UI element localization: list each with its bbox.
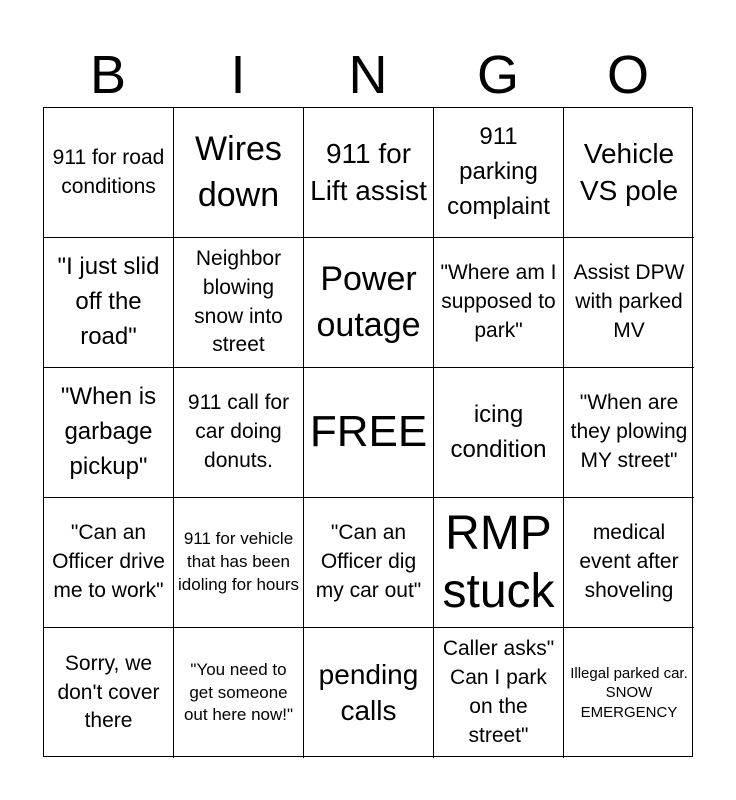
bingo-cell[interactable]: Sorry, we don't cover there xyxy=(44,628,174,758)
bingo-cell[interactable]: medical event after shoveling xyxy=(564,498,694,628)
bingo-cell[interactable]: "When are they plowing MY street" xyxy=(564,368,694,498)
header-letter-o: O xyxy=(606,45,649,105)
bingo-cell[interactable]: "I just slid off the road" xyxy=(44,238,174,368)
bingo-cell[interactable]: Illegal parked car. SNOW EMERGENCY xyxy=(570,664,688,721)
bingo-cell[interactable]: 911 call for car doing donuts. xyxy=(174,368,304,498)
bingo-cell[interactable]: RMP stuck xyxy=(434,498,564,628)
bingo-cell[interactable]: 911 for Lift assist xyxy=(304,108,434,238)
bingo-cell[interactable]: Wires down xyxy=(174,108,304,238)
bingo-cell[interactable]: "You need to get someone out here now!" xyxy=(174,628,304,758)
bingo-header xyxy=(43,42,693,108)
bingo-cell[interactable]: 911 for vehicle that has been idoling for hours xyxy=(174,498,304,628)
header-letter-i: I xyxy=(230,45,246,105)
bingo-cell[interactable]: "When is garbage pickup" xyxy=(44,368,174,498)
bingo-cell[interactable]: icing condition xyxy=(434,368,564,498)
header-letter-b: B xyxy=(89,45,127,105)
free-space[interactable]: FREE xyxy=(304,368,434,498)
bingo-cell[interactable]: "Where am I supposed to park" xyxy=(434,238,564,368)
bingo-cell[interactable]: pending calls xyxy=(304,628,434,758)
bingo-cell[interactable]: Power outage xyxy=(304,238,434,368)
bingo-cell[interactable]: "Can an Officer drive me to work" xyxy=(44,498,174,628)
bingo-board xyxy=(43,107,693,757)
bingo-cell[interactable]: 911 for road conditions xyxy=(44,108,174,238)
bingo-cell[interactable]: Neighbor blowing snow into street xyxy=(174,238,304,368)
header-letter-g: G xyxy=(476,45,519,105)
bingo-cell[interactable]: Assist DPW with parked MV xyxy=(564,238,694,368)
bingo-cell[interactable]: Vehicle VS pole xyxy=(564,108,694,238)
bingo-cell[interactable]: Caller asks" Can I park on the street" xyxy=(434,628,564,758)
bingo-cell[interactable]: "Can an Officer dig my car out" xyxy=(304,498,434,628)
bingo-cell[interactable]: 911 parking complaint xyxy=(434,108,564,238)
header-letter-n: N xyxy=(348,45,388,105)
